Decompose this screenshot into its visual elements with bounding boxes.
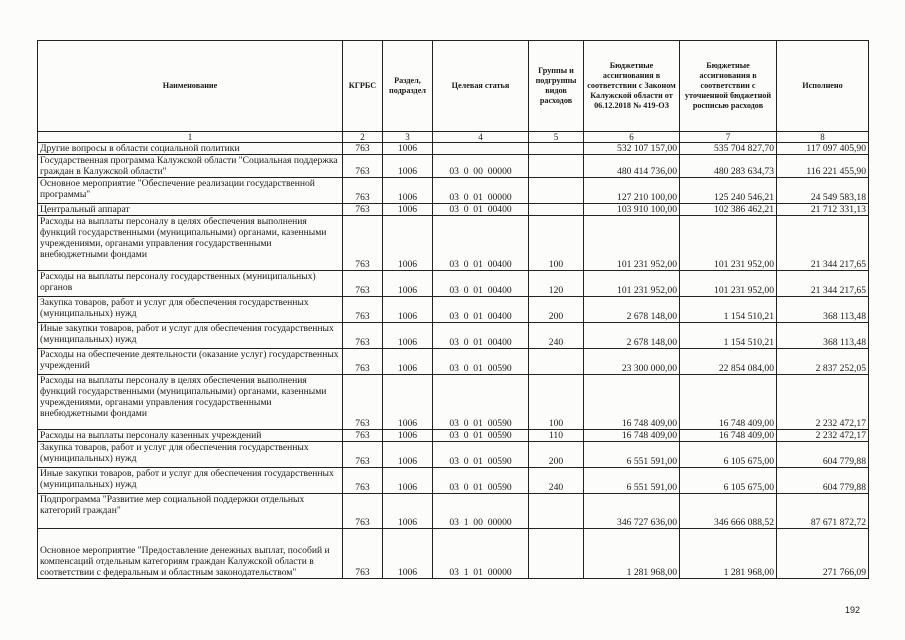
row-section: 1006 bbox=[383, 323, 433, 349]
row-plan: 101 231 952,00 bbox=[680, 271, 777, 297]
row-done: 2 232 472,17 bbox=[777, 430, 869, 442]
row-group bbox=[529, 155, 584, 178]
row-name: Расходы на выплаты персоналу в целях обеспечения выполнения функций государственными (муниципальными) органами, казенными учреждениями, органами управления государственными внебюджетными фондами bbox=[38, 216, 343, 271]
column-number: 6 bbox=[584, 132, 680, 143]
header-name: Наименование bbox=[38, 41, 343, 132]
row-done: 116 221 455,90 bbox=[777, 155, 869, 178]
row-group: 240 bbox=[529, 468, 584, 494]
row-group: 110 bbox=[529, 430, 584, 442]
row-target: 03 0 01 00400 bbox=[433, 271, 529, 297]
row-law: 2 678 148,00 bbox=[584, 323, 680, 349]
header-done: Исполнено bbox=[777, 41, 869, 132]
row-name: Расходы на обеспечение деятельности (оказание услуг) государственных учреждений bbox=[38, 349, 343, 375]
row-law: 6 551 591,00 bbox=[584, 442, 680, 468]
row-section: 1006 bbox=[383, 442, 433, 468]
row-section: 1006 bbox=[383, 349, 433, 375]
column-number: 8 bbox=[777, 132, 869, 143]
row-done: 2 232 472,17 bbox=[777, 375, 869, 430]
row-plan: 535 704 827,70 bbox=[680, 143, 777, 155]
header-target: Целевая статья bbox=[433, 41, 529, 132]
row-target: 03 0 01 00590 bbox=[433, 442, 529, 468]
row-law: 346 727 636,00 bbox=[584, 494, 680, 529]
row-section: 1006 bbox=[383, 143, 433, 155]
row-done: 117 097 405,90 bbox=[777, 143, 869, 155]
row-target: 03 1 00 00000 bbox=[433, 494, 529, 529]
row-group bbox=[529, 204, 584, 216]
row-done: 368 113,48 bbox=[777, 323, 869, 349]
table-row bbox=[38, 178, 869, 204]
row-law: 103 910 100,00 bbox=[584, 204, 680, 216]
row-group bbox=[529, 529, 584, 579]
row-name: Подпрограмма "Развитие мер социальной поддержки отдельных категорий граждан" bbox=[38, 494, 343, 529]
row-target: 03 0 01 00590 bbox=[433, 468, 529, 494]
row-kgrbs: 763 bbox=[343, 430, 383, 442]
row-name: Иные закупки товаров, работ и услуг для обеспечения государственных (муниципальных) нужд bbox=[38, 468, 343, 494]
table-row bbox=[38, 468, 869, 494]
row-kgrbs: 763 bbox=[343, 297, 383, 323]
row-section: 1006 bbox=[383, 529, 433, 579]
row-done: 604 779,88 bbox=[777, 442, 869, 468]
row-law: 2 678 148,00 bbox=[584, 297, 680, 323]
row-name: Закупка товаров, работ и услуг для обеспечения государственных (муниципальных) нужд bbox=[38, 297, 343, 323]
row-law: 23 300 000,00 bbox=[584, 349, 680, 375]
table-row bbox=[38, 323, 869, 349]
row-group: 100 bbox=[529, 375, 584, 430]
row-done: 87 671 872,72 bbox=[777, 494, 869, 529]
header-group: Группы и подгруппы видов расходов bbox=[529, 41, 584, 132]
row-kgrbs: 763 bbox=[343, 204, 383, 216]
row-group: 100 bbox=[529, 216, 584, 271]
row-section: 1006 bbox=[383, 178, 433, 204]
row-name: Другие вопросы в области социальной политики bbox=[38, 143, 343, 155]
header-plan: Бюджетные ассигнования в соответствии с уточненной бюджетной росписью расходов bbox=[680, 41, 777, 132]
table-row bbox=[38, 442, 869, 468]
row-done: 2 837 252,05 bbox=[777, 349, 869, 375]
header-law: Бюджетные ассигнования в соответствии с Законом Калужской области от 06.12.2018 № 419-ОЗ bbox=[584, 41, 680, 132]
row-plan: 1 154 510,21 bbox=[680, 297, 777, 323]
row-law: 480 414 736,00 bbox=[584, 155, 680, 178]
table-row bbox=[38, 143, 869, 155]
row-plan: 22 854 084,00 bbox=[680, 349, 777, 375]
row-target: 03 0 00 00000 bbox=[433, 155, 529, 178]
row-section: 1006 bbox=[383, 155, 433, 178]
row-section: 1006 bbox=[383, 204, 433, 216]
row-name: Расходы на выплаты персоналу государственных (муниципальных) органов bbox=[38, 271, 343, 297]
row-target: 03 0 01 00400 bbox=[433, 297, 529, 323]
row-name: Государственная программа Калужской области "Социальная поддержка граждан в Калужской области" bbox=[38, 155, 343, 178]
row-done: 21 344 217,65 bbox=[777, 271, 869, 297]
row-plan: 101 231 952,00 bbox=[680, 216, 777, 271]
table-row bbox=[38, 155, 869, 178]
header-section: Раздел, подраздел bbox=[383, 41, 433, 132]
column-number: 7 bbox=[680, 132, 777, 143]
row-law: 1 281 968,00 bbox=[584, 529, 680, 579]
row-name: Расходы на выплаты персоналу казенных учреждений bbox=[38, 430, 343, 442]
row-law: 532 107 157,00 bbox=[584, 143, 680, 155]
row-section: 1006 bbox=[383, 216, 433, 271]
table-row bbox=[38, 204, 869, 216]
row-plan: 1 281 968,00 bbox=[680, 529, 777, 579]
column-number: 3 bbox=[383, 132, 433, 143]
row-plan: 346 666 088,52 bbox=[680, 494, 777, 529]
row-section: 1006 bbox=[383, 375, 433, 430]
row-target bbox=[433, 143, 529, 155]
row-target: 03 0 01 00400 bbox=[433, 204, 529, 216]
row-kgrbs: 763 bbox=[343, 494, 383, 529]
row-group: 200 bbox=[529, 442, 584, 468]
row-law: 6 551 591,00 bbox=[584, 468, 680, 494]
row-section: 1006 bbox=[383, 468, 433, 494]
table-row bbox=[38, 529, 869, 579]
row-law: 16 748 409,00 bbox=[584, 375, 680, 430]
row-plan: 102 386 462,21 bbox=[680, 204, 777, 216]
row-law: 101 231 952,00 bbox=[584, 271, 680, 297]
column-number: 4 bbox=[433, 132, 529, 143]
table-row bbox=[38, 216, 869, 271]
row-done: 21 344 217,65 bbox=[777, 216, 869, 271]
row-law: 101 231 952,00 bbox=[584, 216, 680, 271]
page-number: 192 bbox=[844, 605, 860, 615]
column-number-row bbox=[38, 132, 869, 143]
row-target: 03 0 01 00000 bbox=[433, 178, 529, 204]
row-target: 03 0 01 00590 bbox=[433, 375, 529, 430]
row-section: 1006 bbox=[383, 271, 433, 297]
row-target: 03 1 01 00000 bbox=[433, 529, 529, 579]
row-kgrbs: 763 bbox=[343, 216, 383, 271]
column-number: 2 bbox=[343, 132, 383, 143]
row-kgrbs: 763 bbox=[343, 468, 383, 494]
table-row bbox=[38, 297, 869, 323]
row-kgrbs: 763 bbox=[343, 442, 383, 468]
row-law: 16 748 409,00 bbox=[584, 430, 680, 442]
row-plan: 480 283 634,73 bbox=[680, 155, 777, 178]
row-target: 03 0 01 00400 bbox=[433, 216, 529, 271]
row-kgrbs: 763 bbox=[343, 271, 383, 297]
row-plan: 6 105 675,00 bbox=[680, 468, 777, 494]
row-name: Закупка товаров, работ и услуг для обеспечения государственных (муниципальных) нужд bbox=[38, 442, 343, 468]
row-group: 120 bbox=[529, 271, 584, 297]
row-name: Основное мероприятие "Обеспечение реализации государственной программы" bbox=[38, 178, 343, 204]
header-row bbox=[38, 41, 869, 132]
table-row bbox=[38, 494, 869, 529]
row-section: 1006 bbox=[383, 494, 433, 529]
row-target: 03 0 01 00590 bbox=[433, 430, 529, 442]
row-section: 1006 bbox=[383, 297, 433, 323]
row-done: 604 779,88 bbox=[777, 468, 869, 494]
table-row bbox=[38, 349, 869, 375]
row-target: 03 0 01 00400 bbox=[433, 323, 529, 349]
row-plan: 16 748 409,00 bbox=[680, 375, 777, 430]
row-section: 1006 bbox=[383, 430, 433, 442]
table-row bbox=[38, 430, 869, 442]
row-plan: 16 748 409,00 bbox=[680, 430, 777, 442]
row-name: Центральный аппарат bbox=[38, 204, 343, 216]
row-target: 03 0 01 00590 bbox=[433, 349, 529, 375]
row-done: 368 113,48 bbox=[777, 297, 869, 323]
row-done: 24 549 583,18 bbox=[777, 178, 869, 204]
row-plan: 1 154 510,21 bbox=[680, 323, 777, 349]
row-done: 271 766,09 bbox=[777, 529, 869, 579]
row-plan: 6 105 675,00 bbox=[680, 442, 777, 468]
row-kgrbs: 763 bbox=[343, 155, 383, 178]
row-group bbox=[529, 178, 584, 204]
row-group bbox=[529, 143, 584, 155]
row-done: 21 712 331,13 bbox=[777, 204, 869, 216]
row-kgrbs: 763 bbox=[343, 349, 383, 375]
row-plan: 125 240 546,21 bbox=[680, 178, 777, 204]
row-group bbox=[529, 349, 584, 375]
row-name: Иные закупки товаров, работ и услуг для обеспечения государственных (муниципальных) нужд bbox=[38, 323, 343, 349]
table-row bbox=[38, 375, 869, 430]
row-group bbox=[529, 494, 584, 529]
row-kgrbs: 763 bbox=[343, 323, 383, 349]
row-kgrbs: 763 bbox=[343, 143, 383, 155]
row-kgrbs: 763 bbox=[343, 529, 383, 579]
row-law: 127 210 100,00 bbox=[584, 178, 680, 204]
column-number: 1 bbox=[38, 132, 343, 143]
row-name: Основное мероприятие "Предоставление денежных выплат, пособий и компенсаций отдельным категориям граждан Калужской области в соответствии с федеральным и областным законодательством" bbox=[38, 529, 343, 579]
table-body bbox=[38, 143, 869, 579]
header-kgrbs: КГРБС bbox=[343, 41, 383, 132]
row-group: 240 bbox=[529, 323, 584, 349]
table-row bbox=[38, 271, 869, 297]
row-group: 200 bbox=[529, 297, 584, 323]
column-number: 5 bbox=[529, 132, 584, 143]
row-name: Расходы на выплаты персоналу в целях обеспечения выполнения функций государственными (муниципальными) органами, казенными учреждениями, органами управления государственными внебюджетными фондами bbox=[38, 375, 343, 430]
row-kgrbs: 763 bbox=[343, 375, 383, 430]
row-kgrbs: 763 bbox=[343, 178, 383, 204]
budget-table bbox=[37, 40, 869, 579]
